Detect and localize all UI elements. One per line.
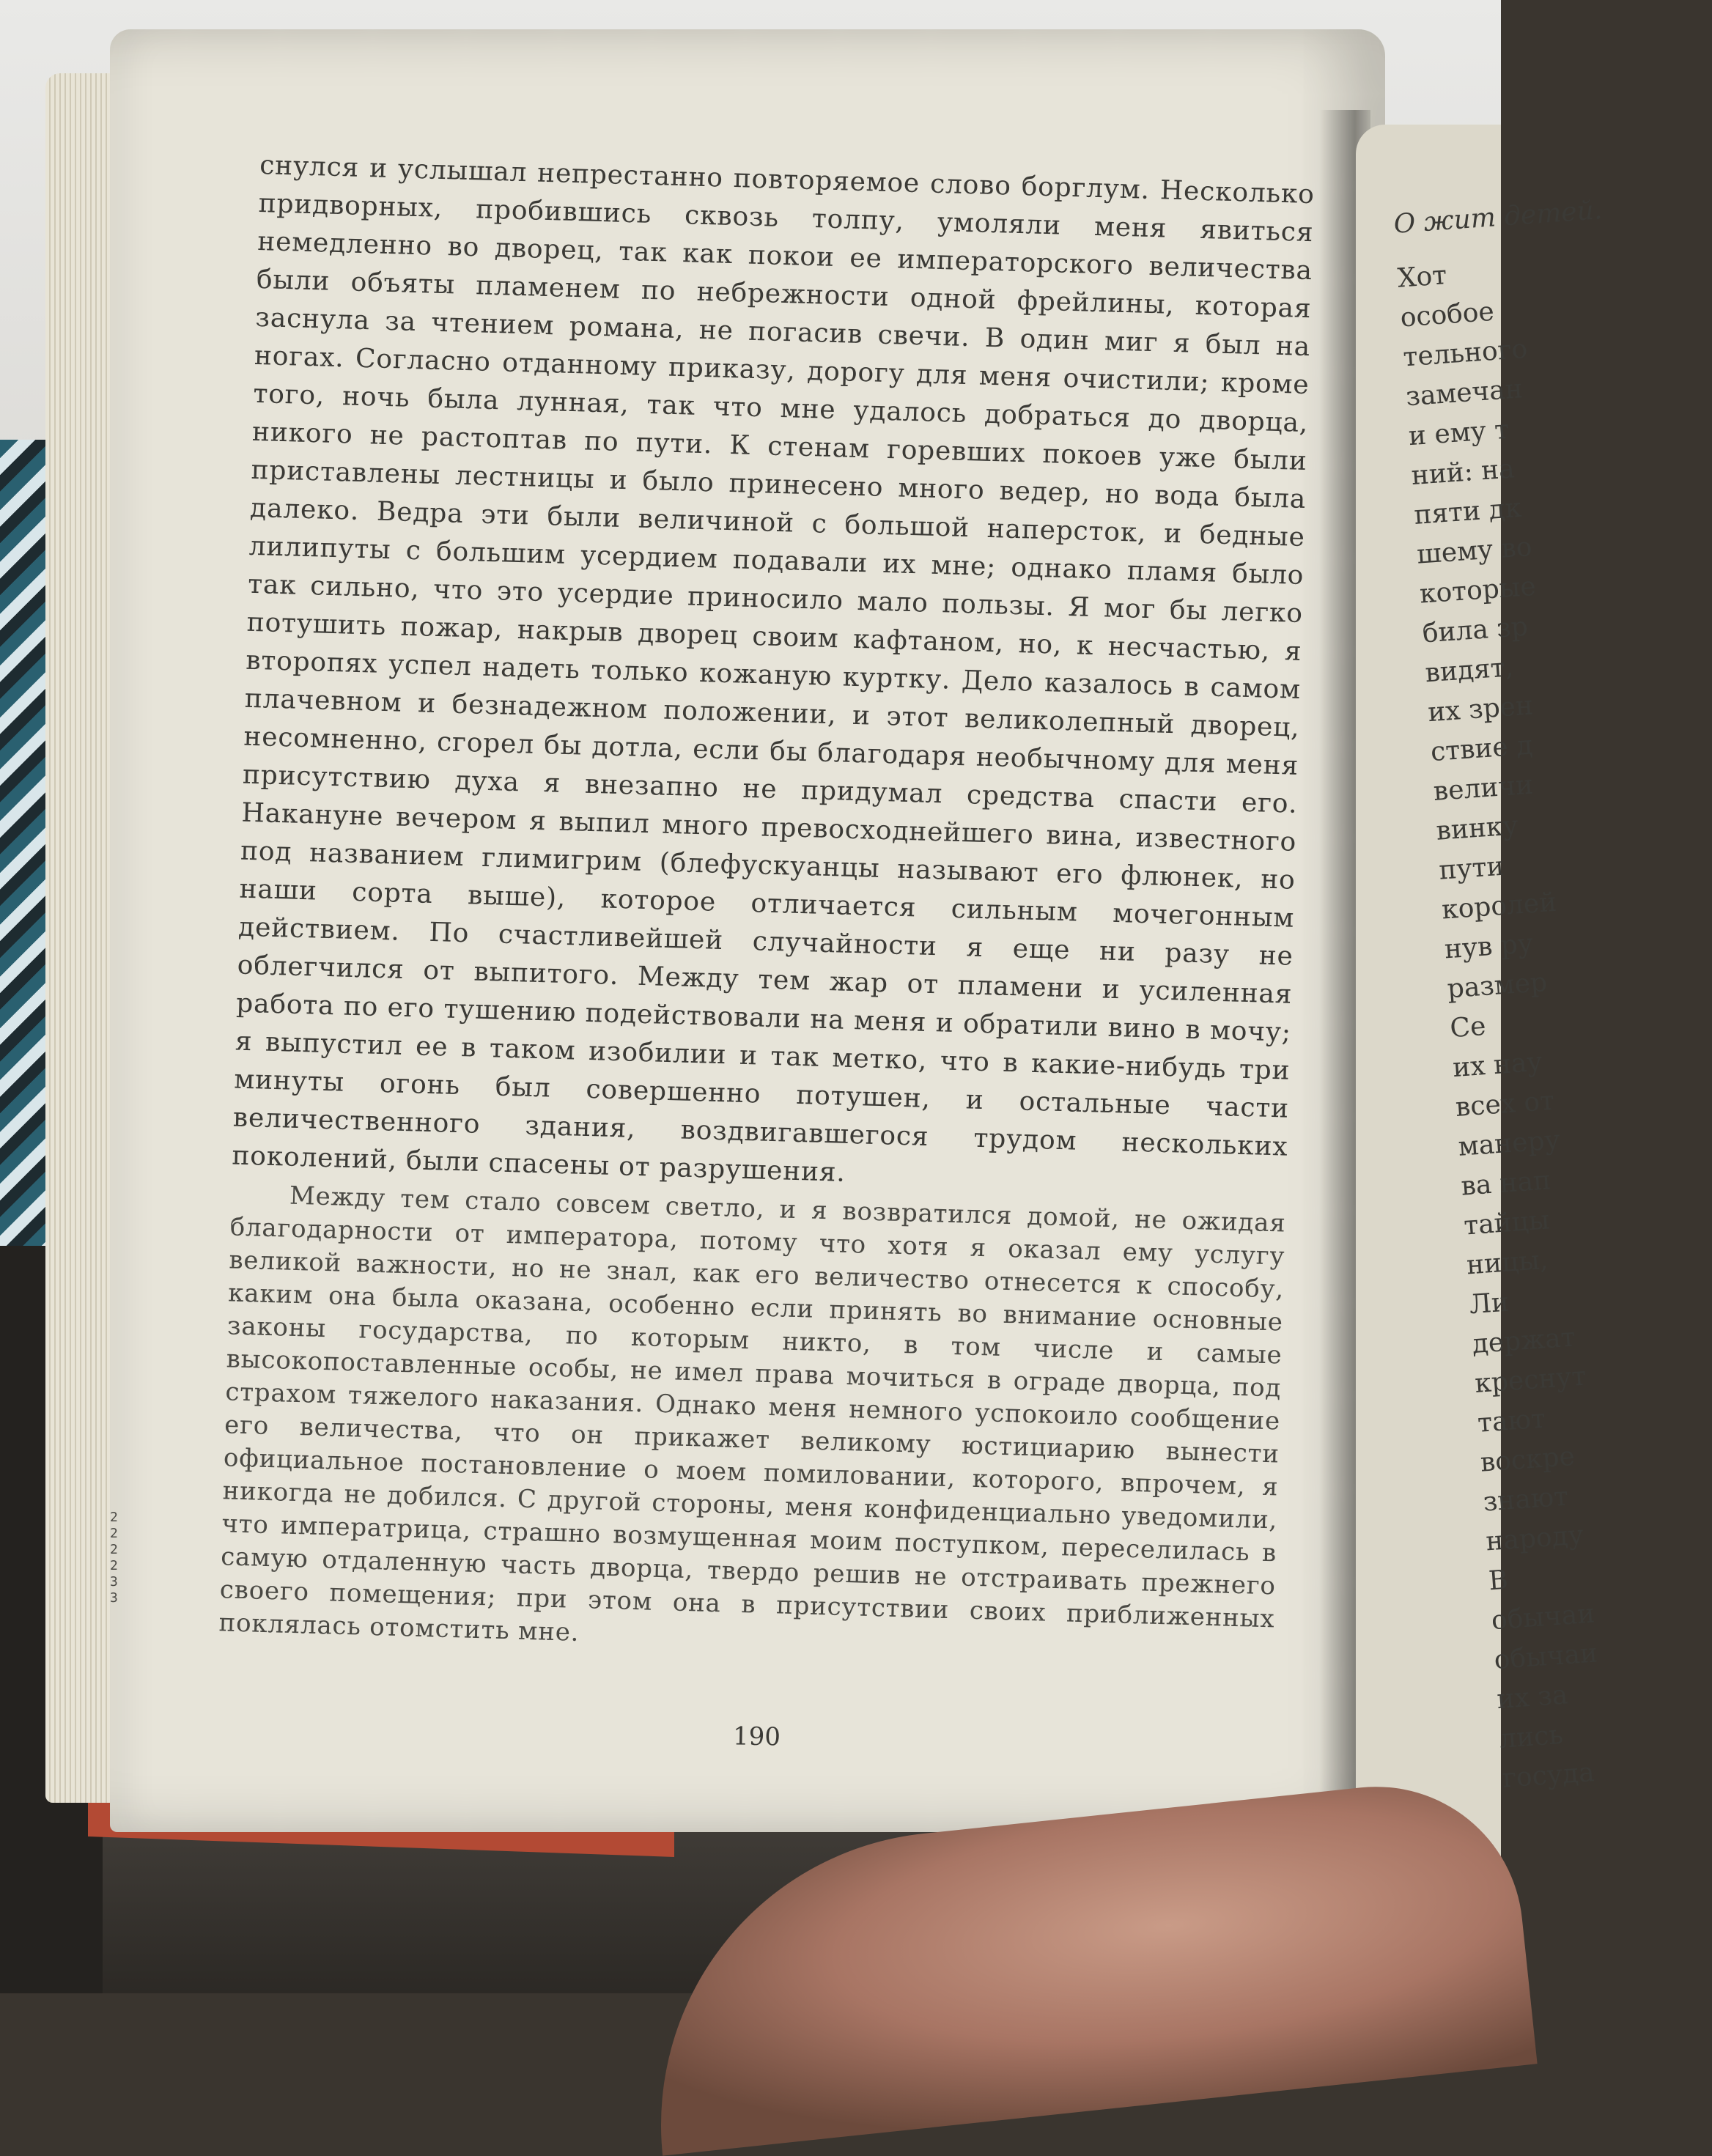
right-fragment: тельного — [1402, 333, 1529, 373]
right-fragment: нув ру — [1443, 929, 1535, 965]
right-fragment: ний: на — [1410, 454, 1516, 492]
right-fragment: ствие д — [1429, 730, 1534, 768]
right-fragment: всех от — [1454, 1085, 1556, 1123]
page-number: 190 — [732, 1721, 781, 1752]
right-fragment: тайцы — [1462, 1205, 1551, 1241]
right-fragment: величи — [1432, 769, 1535, 807]
right-fragment: Ли — [1468, 1287, 1510, 1321]
right-fragment: пяти дк — [1413, 492, 1523, 531]
right-fragment: В — [1487, 1565, 1510, 1597]
right-fragment: их зрен — [1427, 690, 1535, 728]
right-fragment: народу — [1485, 1520, 1585, 1557]
right-fragment: креснут — [1474, 1361, 1587, 1400]
paragraph: Между тем стало совсем светло, и я возвратился домой, не ожидая благодарности от императора, потому что хотя я оказал ему услугу великой важности, но не знал, как его величество отнесется к способу, каким она была оказана, особенно если принять во внимание основные законы государства, по которым никто, в том числе и самые высокопоставленные особы, не имел права мочиться в ограде дворца, под страхом тяжелого наказания. Однако меня немного успокоило сообщение его величества, что он прикажет великому юстициарию вынести официальное постановление о моем помиловании, которого, впрочем, я никогда не добился. С другой стороны, меня конфиденциально уведомили, что императрица, страшно возмущенная моим поступком, переселилась в самую отдаленную часть дворца, твердо решив не отстраивать прежнего своего помещения; при этом она в присутствии своих приближенных поклялась отомстить мне. — [218, 1181, 1287, 1647]
right-fragment: королей — [1440, 887, 1558, 926]
right-fragment: ва нап — [1460, 1165, 1552, 1202]
right-fragment: видят, — [1424, 652, 1515, 689]
right-fragment: Се — [1449, 1011, 1487, 1044]
page-text — [218, 147, 1315, 1669]
right-fragment: держат — [1471, 1322, 1576, 1360]
right-fragment: обычаи — [1490, 1598, 1596, 1636]
right-fragment: лись — [1498, 1719, 1565, 1754]
right-fragment: воскре — [1479, 1441, 1576, 1478]
background-object — [0, 440, 51, 1246]
right-fragment: тают — [1476, 1403, 1547, 1439]
right-fragment: пути — [1438, 851, 1505, 886]
right-fragment: манеру — [1457, 1125, 1561, 1162]
right-fragment: которые — [1418, 571, 1537, 610]
paragraph: снулся и услышал непрестанно повторяемое слово борглум. Несколько придворных, пробившись сквозь толпу, умоляли меня явиться немедленно во дворец, так как покои ее императорского величества были объяты пламенем по небрежности одной фрейлины, которая заснула за чтением романа, не погасив свечи. В один миг я был на ногах. Согласно отданному приказу, дорогу для меня очистили; кроме того, ночь была лунная, так что мне удалось добраться до дворца, никого не растоптав по пути. К стенам горевших покоев уже были приставлены лестницы и было принесено много ведер, но вода была далеко. Ведра эти были величиной с большой наперсток, и бедные лилипуты с большим усердием подавали их мне; однако пламя было так сильно, что это усердие приносило мало пользы. Я мог бы легко потушить пожар, накрыв дворец своим кафтаном, но, к несчастью, я второпях успел надеть только кожаную куртку. Дело казалось в самом плачевном и безнадежном положении, и этот великолепный дворец, несомненно, сгорел бы дотла, если бы благодаря необычному для меня присутствию духа я внезапно не придумал средства спасти его. Накануне вечером я выпил много превосходнейшего вина, известного под названием глимигрим (блефускуанцы называют его флюнек, но наши сорта выше), которое отличается сильным мочегонным действием. По счастливейшей случайности я еще ни разу не облегчился от выпитого. Между тем жар от пламени и усиленная работа по его тушению подействовали на меня и обратили вино в мочу; я выпустил ее в таком изобилии и так метко, что в какие-нибудь три минуты огонь был совершенно потушен, и остальные части величественного здания, воздвигавшегося трудом нескольких поколений, были спасены от разрушения. — [231, 149, 1316, 1188]
right-page-heading: О жит детей. — [1392, 195, 1604, 240]
right-fragment: ницы, — [1465, 1244, 1549, 1281]
right-fragment: винку — [1435, 811, 1519, 846]
right-fragment: их нау — [1451, 1046, 1543, 1084]
right-fragment: Хот — [1396, 260, 1448, 294]
right-fragment: била зр — [1421, 611, 1530, 649]
right-fragment: знают — [1482, 1481, 1570, 1518]
right-fragment: и ему т — [1407, 414, 1510, 452]
right-fragment: размер — [1446, 967, 1549, 1005]
margin-marks: 2 2 2 2 3 3 — [110, 1510, 118, 1606]
right-fragment: особое — [1399, 296, 1496, 333]
right-fragment: их за — [1496, 1680, 1569, 1715]
right-fragment: замечан — [1404, 374, 1524, 413]
right-fragment: госуда — [1501, 1757, 1595, 1794]
right-fragment: обычаи — [1493, 1638, 1599, 1676]
right-fragment: шему во — [1415, 531, 1533, 570]
